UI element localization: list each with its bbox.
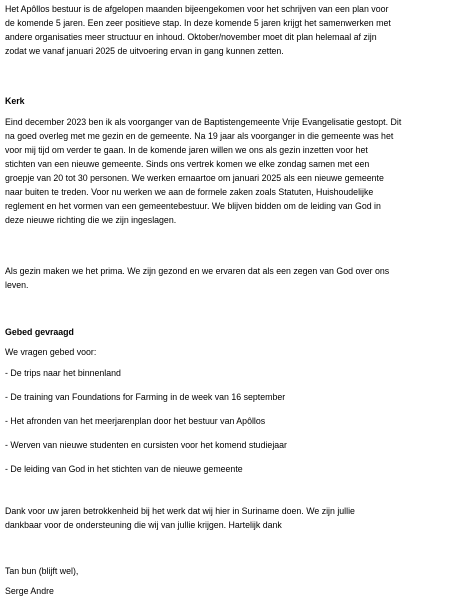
gezin-line: leven. bbox=[5, 280, 29, 290]
closing-greeting: Tan bun (blijft wel), bbox=[5, 566, 79, 576]
list-item: - Werven van nieuwe studenten en cursisten voor het komend studiejaar bbox=[5, 440, 287, 450]
intro-paragraph bbox=[5, 2, 456, 58]
gezin-paragraph bbox=[5, 264, 456, 292]
kerk-line: na goed overleg met me gezin en de gemeente. Na 19 jaar als voorganger in die gemeente was het bbox=[5, 131, 394, 141]
kerk-line: naar buiten te treden. Voor nu werken we aan de formele zaken zoals Statuten, Huishoudelijke bbox=[5, 187, 374, 197]
list-item: - De leiding van God in het stichten van de nieuwe gemeente bbox=[5, 464, 243, 474]
kerk-paragraph bbox=[5, 115, 456, 227]
intro-line: zodat we vanaf januari 2025 de uitvoering ervan in gang kunnen zetten. bbox=[5, 46, 284, 56]
signature: Serge Andre bbox=[5, 586, 54, 596]
list-item: - De training van Foundations for Farming in de week van 16 september bbox=[5, 392, 286, 402]
section-heading-kerk: Kerk bbox=[5, 96, 25, 106]
dank-line: dankbaar voor de ondersteuning die wij van jullie krijgen. Hartelijk dank bbox=[5, 520, 282, 530]
gezin-line: Als gezin maken we het prima. We zijn gezond en we ervaren dat als een zegen van God over ons bbox=[5, 266, 390, 276]
kerk-line: Eind december 2023 ben ik als voorganger van de Baptistengemeente Vrije Evangelisatie gestopt. Dit bbox=[5, 117, 402, 127]
intro-line: de komende 5 jaren. Een zeer positieve stap. In deze komende 5 jaren krijgt het samenwerken met bbox=[5, 18, 391, 28]
dank-paragraph bbox=[5, 504, 456, 532]
kerk-line: voor mij tijd om verder te gaan. In de komende jaren willen we ons als gezin inzetten voor het bbox=[5, 145, 368, 155]
prayer-list bbox=[5, 366, 287, 486]
kerk-line: reglement en het vormen van een gemeentebestuur. We blijven bidden om de leiding van God in bbox=[5, 201, 381, 211]
gebed-intro: We vragen gebed voor: bbox=[5, 347, 97, 357]
dank-line: Dank voor uw jaren betrokkenheid bij het werk dat wij hier in Suriname doen. We zijn jullie bbox=[5, 506, 355, 516]
list-item: - Het afronden van het meerjarenplan door het bestuur van Apôllos bbox=[5, 416, 266, 426]
intro-line: Het Apôllos bestuur is de afgelopen maanden bijeengekomen voor het schrijven van een plan voor bbox=[5, 4, 389, 14]
list-item: - De trips naar het binnenland bbox=[5, 368, 121, 378]
kerk-line: stichten van een nieuwe gemeente. Sinds ons vertrek komen we elke zondag samen met een bbox=[5, 159, 370, 169]
kerk-line: deze nieuwe richting die we zijn ingeslagen. bbox=[5, 215, 177, 225]
kerk-line: groepje van 20 tot 30 personen. We werken ernaartoe om januari 2025 als een nieuwe gemeente bbox=[5, 173, 384, 183]
section-heading-gebed: Gebed gevraagd bbox=[5, 327, 74, 337]
intro-line: andere organisaties meer structuur en inhoud. Oktober/november moet dit plan helemaal af zijn bbox=[5, 32, 377, 42]
